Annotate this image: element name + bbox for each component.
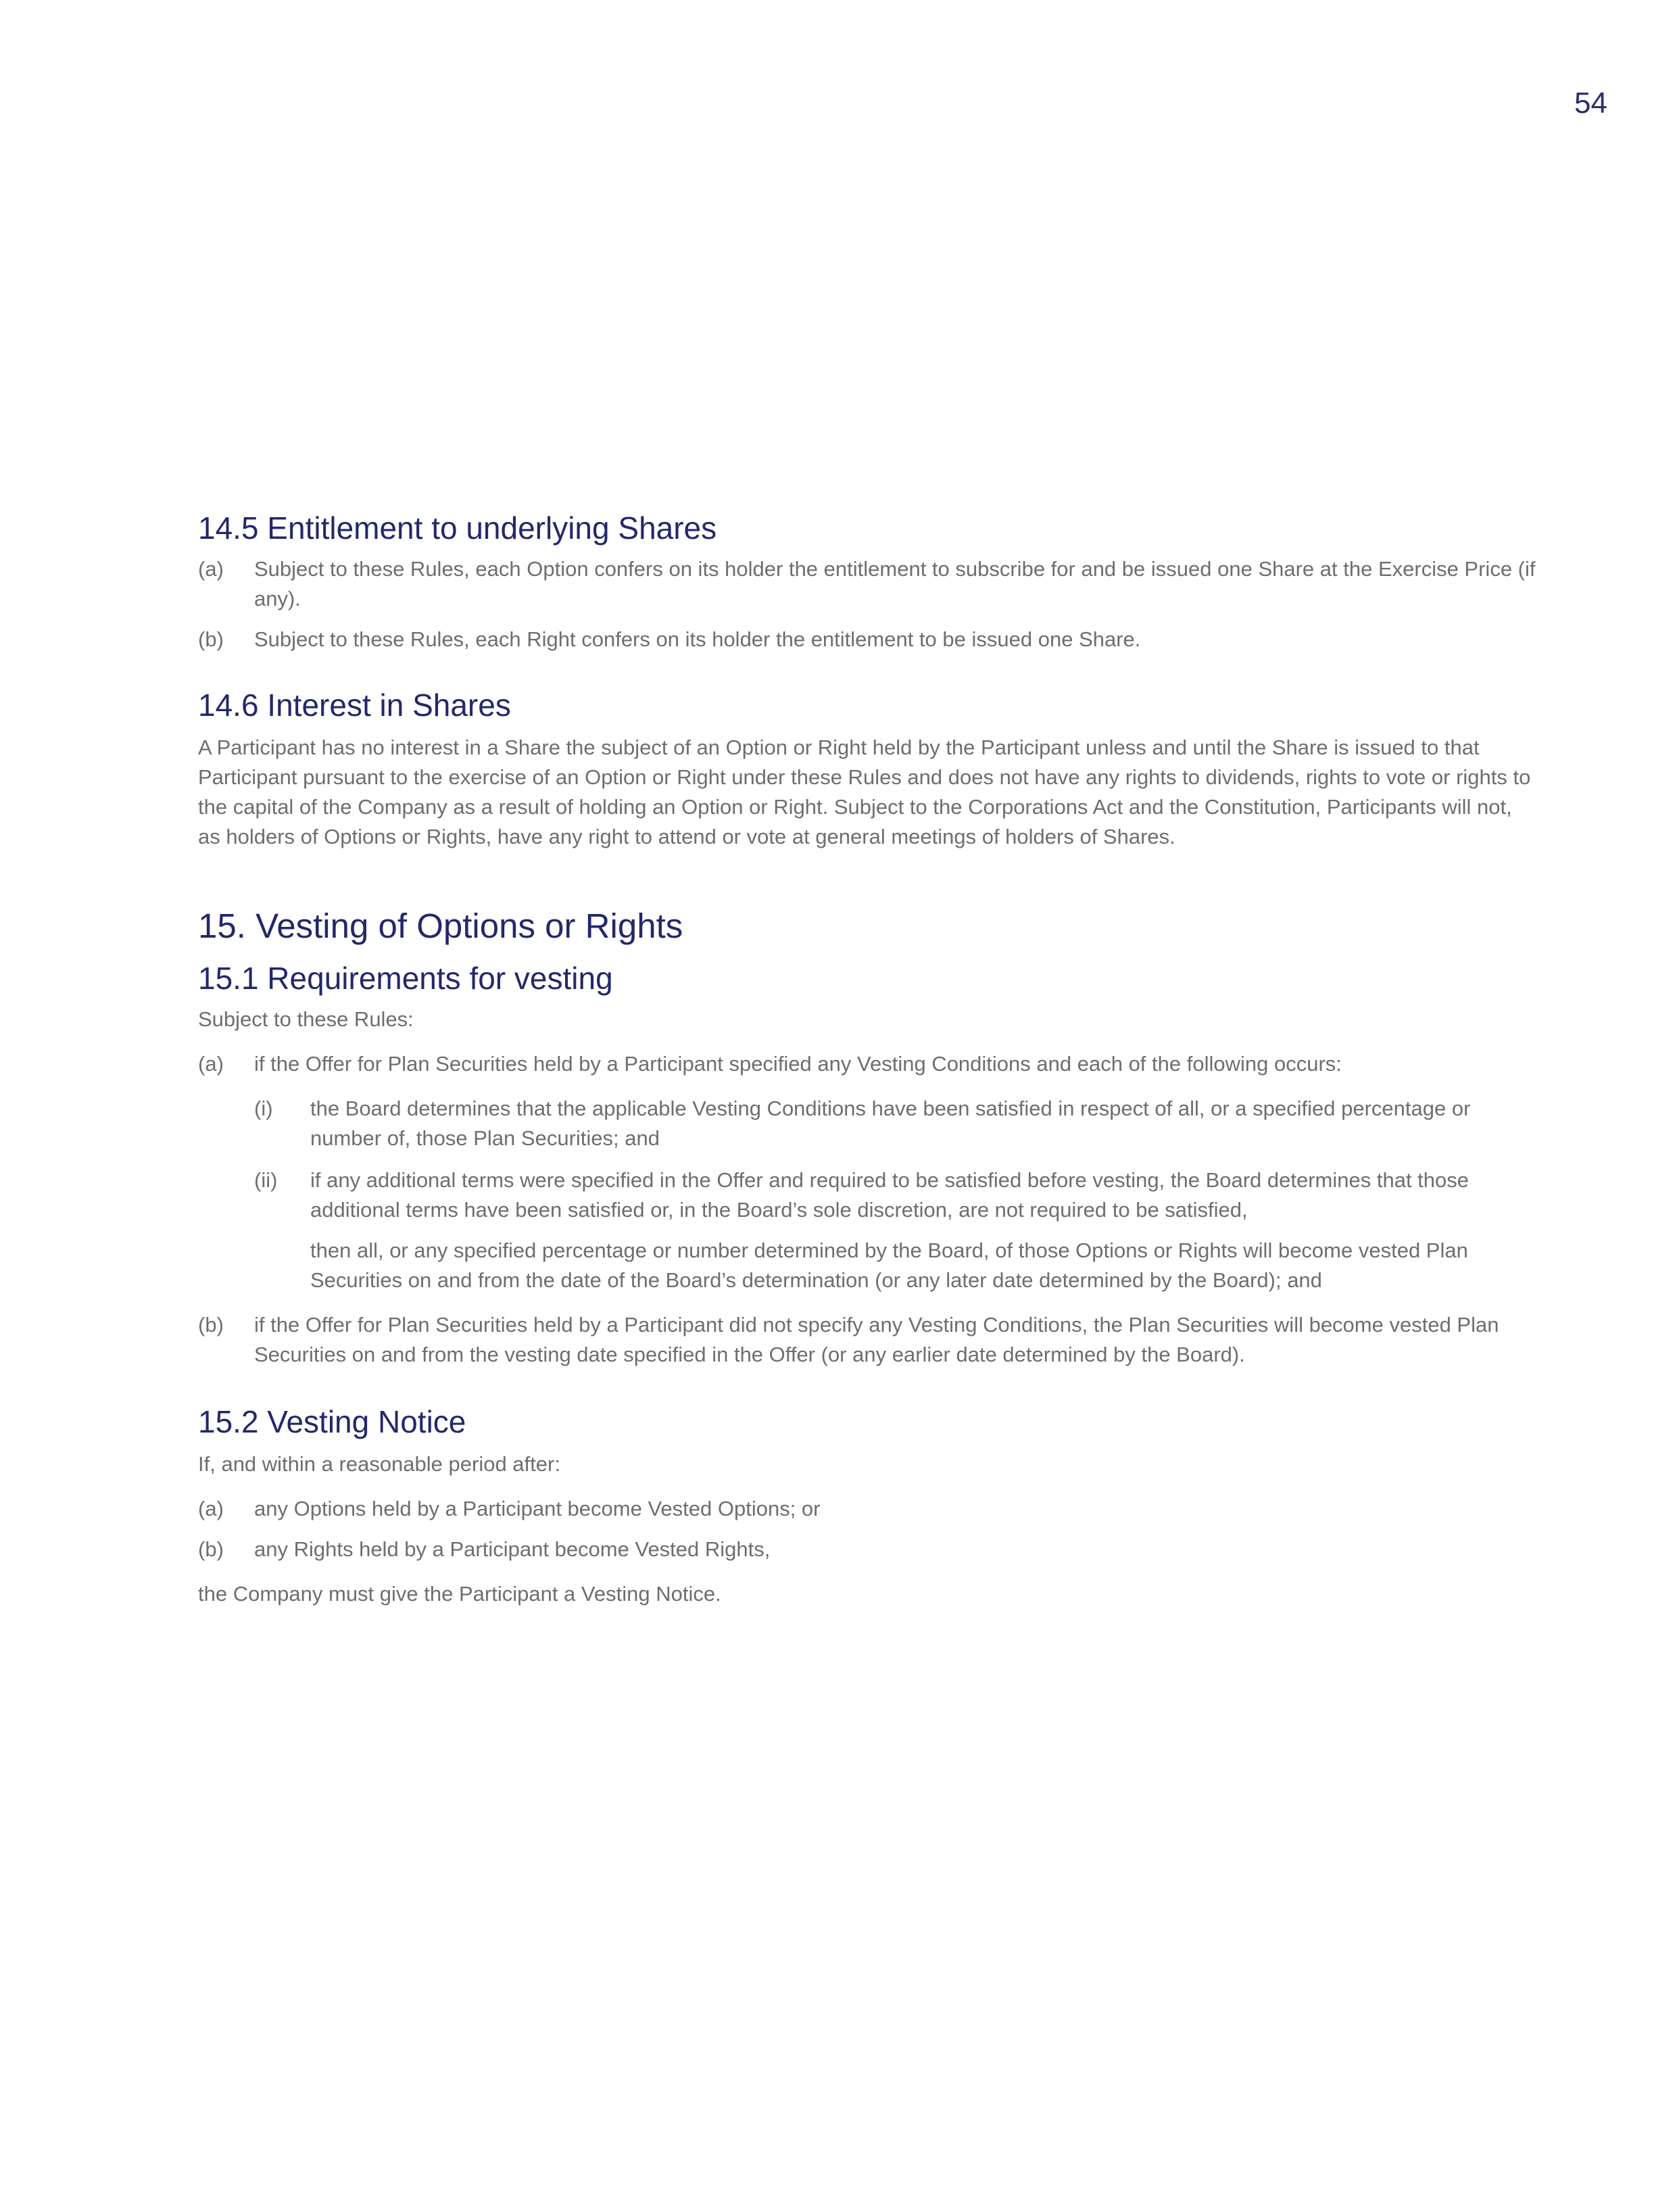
list-item xyxy=(198,1049,1536,1079)
paragraph: A Participant has no interest in a Share the subject of an Option or Right held by the Participant unless and until the Share is issued to that Participant pursuant to the exercise of an Option or Right under these Rules and does not have any rights to dividends, rights to vote or rights to the capital of the Company as a result of holding an Option or Right. Subject to the Corporations Act and the Constitution, Participants will not, as holders of Options or Rights, have any right to attend or vote at general meetings of holders of Shares. xyxy=(198,736,1531,848)
list-label: (a) xyxy=(198,1497,224,1520)
list-label: (b) xyxy=(198,1313,224,1337)
list-text: if any additional terms were specified in the Offer and required to be satisfied before vesting, the Board determines that those additional terms have been satisfied or, in the Board’s sole discretion, are not required to be satisfied, xyxy=(310,1168,1469,1222)
section-15 xyxy=(198,906,1536,946)
list-item xyxy=(198,625,1536,654)
sub-list-item xyxy=(198,1165,1536,1225)
chapter-heading: 15. Vesting of Options or Rights xyxy=(198,907,683,945)
section-heading: 14.5 Entitlement to underlying Shares xyxy=(198,510,717,546)
list-item xyxy=(198,1310,1536,1370)
page-number: 54 xyxy=(1574,87,1607,120)
paragraph: the Company must give the Participant a Vesting Notice. xyxy=(198,1582,721,1606)
list-label: (a) xyxy=(198,1052,224,1076)
section-14-5 xyxy=(198,508,1536,654)
list-label: (ii) xyxy=(254,1168,278,1192)
list-text: the Board determines that the applicable Vesting Conditions have been satisfied in respect of all, or a specified percentage or number of, those Plan Securities; and xyxy=(310,1097,1471,1150)
list-text: if the Offer for Plan Securities held by a Participant did not specify any Vesting Conditions, the Plan Securities will become vested Plan Securities on and from the vesting date specified in the Offer (or any earlier date determined by the Board). xyxy=(254,1313,1499,1366)
section-15-1 xyxy=(198,959,1536,1370)
list-label: (b) xyxy=(198,1537,224,1561)
paragraph: If, and within a reasonable period after: xyxy=(198,1452,560,1476)
section-heading: 15.2 Vesting Notice xyxy=(198,1404,466,1439)
list-text: any Options held by a Participant become Vested Options; or xyxy=(254,1497,821,1520)
list-text: if the Offer for Plan Securities held by a Participant specified any Vesting Conditions and each of the following occurs: xyxy=(254,1052,1342,1076)
section-14-6 xyxy=(198,686,1536,852)
sub-list-item xyxy=(198,1094,1536,1153)
list-item xyxy=(198,554,1536,614)
list-item xyxy=(198,1494,1536,1524)
paragraph: Subject to these Rules: xyxy=(198,1007,414,1031)
list-item xyxy=(198,1535,1536,1564)
list-text: Subject to these Rules, each Option confers on its holder the entitlement to subscribe for and be issued one Share at the Exercise Price (if any). xyxy=(254,557,1536,610)
continuation-paragraph: then all, or any specified percentage or number determined by the Board, of those Options or Rights will become vested Plan Securities on and from the date of the Board’s determination (or any later date determined by the Board); and xyxy=(310,1239,1468,1292)
section-15-2 xyxy=(198,1402,1536,1609)
list-text: any Rights held by a Participant become Vested Rights, xyxy=(254,1537,771,1561)
list-label: (i) xyxy=(254,1097,273,1120)
section-heading: 15.1 Requirements for vesting xyxy=(198,961,613,996)
document-body xyxy=(198,508,1536,1609)
list-label: (a) xyxy=(198,557,224,581)
list-label: (b) xyxy=(198,627,224,651)
list-text: Subject to these Rules, each Right confers on its holder the entitlement to be issued one Share. xyxy=(254,627,1141,651)
section-heading: 14.6 Interest in Shares xyxy=(198,688,511,723)
